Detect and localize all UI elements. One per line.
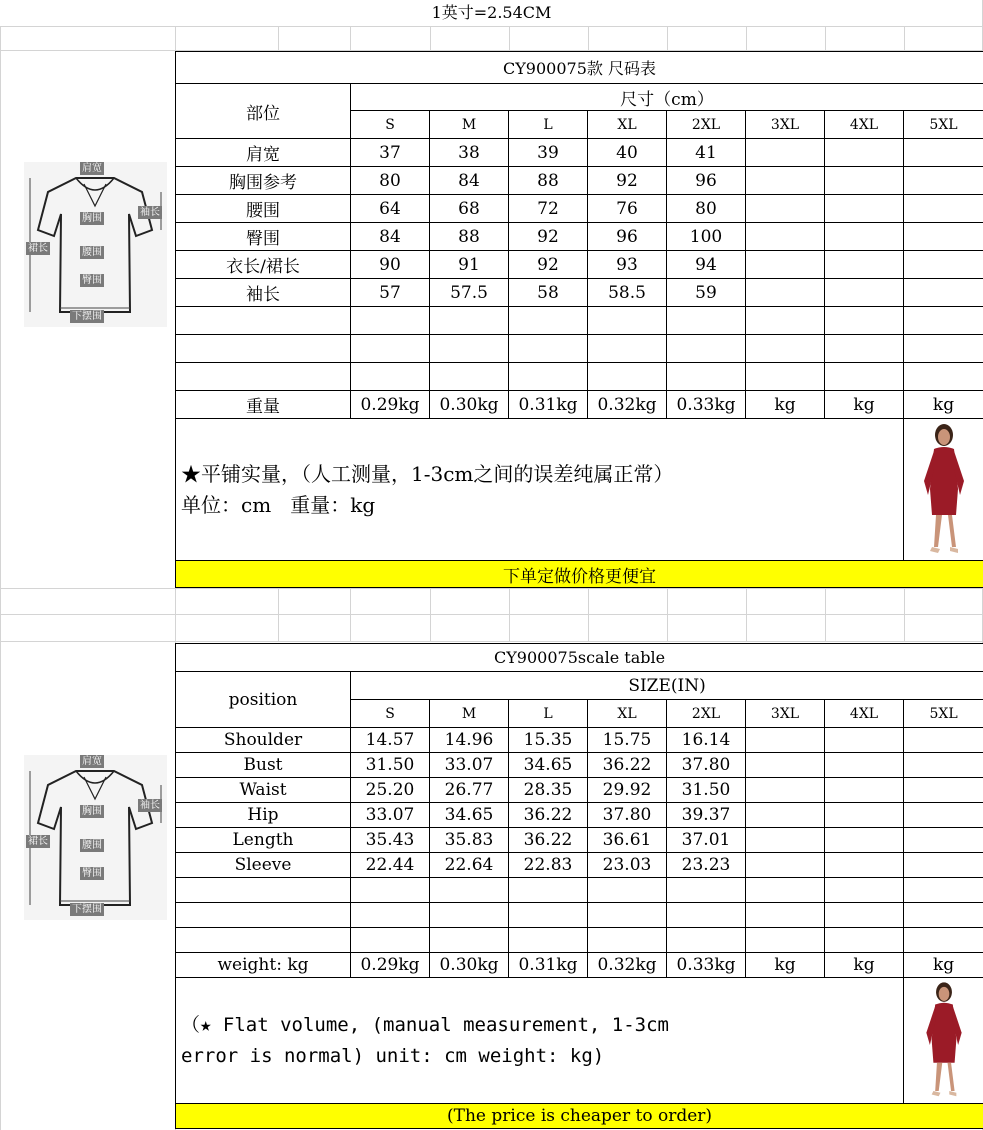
table-row — [176, 778, 983, 803]
weight-cell: 0.32kg — [588, 953, 667, 978]
row-label: Sleeve — [176, 853, 351, 878]
table-cell — [351, 878, 430, 903]
table-cell — [825, 803, 904, 828]
table-cell — [351, 363, 430, 391]
table-cell — [746, 167, 825, 195]
table-cell: 88 — [509, 167, 588, 195]
table-row — [176, 753, 983, 778]
size-header-4xl: 4XL — [825, 700, 904, 728]
table-cell: 64 — [351, 195, 430, 223]
table-cell — [746, 251, 825, 279]
table-cell — [746, 928, 825, 953]
table-cell: 36.61 — [588, 828, 667, 853]
table-cell — [904, 195, 983, 223]
table-cell — [746, 828, 825, 853]
gridline — [509, 26, 510, 50]
table-cell — [509, 928, 588, 953]
table-cell: 31.50 — [351, 753, 430, 778]
table-cell: 37.01 — [667, 828, 746, 853]
table-cell — [904, 363, 983, 391]
gridline — [588, 588, 589, 641]
size-header-s: S — [351, 111, 430, 139]
size-header: 尺寸（cm） — [351, 84, 983, 111]
row-label: Waist — [176, 778, 351, 803]
table-row — [176, 853, 983, 878]
table-cell — [746, 335, 825, 363]
table-cell — [746, 878, 825, 903]
table-row — [176, 803, 983, 828]
table-cell — [430, 307, 509, 335]
gridline — [825, 588, 826, 641]
gridline — [825, 26, 826, 50]
diagram-label-chest: 胸围 — [82, 806, 102, 817]
table-cell: 39.37 — [667, 803, 746, 828]
table-cell: 80 — [351, 167, 430, 195]
table-cell: 33.07 — [430, 753, 509, 778]
table-cell — [746, 728, 825, 753]
size-header-3xl: 3XL — [746, 700, 825, 728]
table-cell — [746, 195, 825, 223]
table-cell: 37 — [351, 139, 430, 167]
diagram-label-hip: 臀围 — [82, 275, 102, 286]
table-cell: 35.43 — [351, 828, 430, 853]
size-header-s: S — [351, 700, 430, 728]
table-cell — [825, 363, 904, 391]
table-cell — [176, 928, 351, 953]
model-photo — [904, 978, 983, 1098]
gridline — [746, 588, 747, 641]
table-cell — [746, 279, 825, 307]
table-cell: 92 — [588, 167, 667, 195]
table-cell — [176, 307, 351, 335]
table-cell — [509, 335, 588, 363]
diagram-label-length: 裙长 — [28, 836, 48, 847]
product-photo-cell — [904, 419, 983, 561]
table-cell: 100 — [667, 223, 746, 251]
measurement-note — [176, 419, 904, 561]
model-photo — [904, 419, 983, 555]
table-cell — [825, 223, 904, 251]
empty-row — [176, 878, 983, 903]
table-cell — [904, 928, 983, 953]
row-label: 衣长/裙长 — [176, 251, 351, 279]
gridline — [0, 50, 1, 588]
table-cell — [904, 279, 983, 307]
gridline — [0, 641, 983, 642]
size-header-l: L — [509, 111, 588, 139]
table-cell — [904, 251, 983, 279]
table-cell — [746, 307, 825, 335]
size-header-m: M — [430, 700, 509, 728]
table-cell: 41 — [667, 139, 746, 167]
table-cell: 37.80 — [588, 803, 667, 828]
table-cell: 94 — [667, 251, 746, 279]
table-cell — [588, 363, 667, 391]
weight-cell: kg — [825, 953, 904, 978]
table-cell: 35.83 — [430, 828, 509, 853]
table-cell — [667, 928, 746, 953]
table-cell: 22.44 — [351, 853, 430, 878]
table-cell — [904, 828, 983, 853]
table-cell — [904, 878, 983, 903]
gridline — [430, 588, 431, 641]
diagram-label-hip: 臀围 — [82, 868, 102, 879]
table-cell — [825, 139, 904, 167]
measurement-note — [176, 978, 904, 1104]
empty-row — [176, 928, 983, 953]
table-cell: 14.96 — [430, 728, 509, 753]
table-cell — [904, 223, 983, 251]
size-header-2xl: 2XL — [667, 111, 746, 139]
table-cell: 92 — [509, 251, 588, 279]
table-cell: 72 — [509, 195, 588, 223]
size-header-m: M — [430, 111, 509, 139]
table-cell — [588, 878, 667, 903]
weight-cell: 0.30kg — [430, 391, 509, 419]
weight-cell: kg — [904, 391, 983, 419]
garment-diagram — [24, 162, 167, 327]
table-cell: 40 — [588, 139, 667, 167]
table-cell — [588, 307, 667, 335]
weight-cell: kg — [746, 391, 825, 419]
row-label: 臀围 — [176, 223, 351, 251]
gridline — [904, 588, 905, 641]
weight-cell: 0.30kg — [430, 953, 509, 978]
table-cell — [509, 903, 588, 928]
table-cell — [904, 778, 983, 803]
table-cell — [825, 853, 904, 878]
table-cell — [904, 803, 983, 828]
size-table-inch — [175, 643, 983, 1129]
table-cell: 22.83 — [509, 853, 588, 878]
table-cell — [351, 335, 430, 363]
table-cell — [176, 878, 351, 903]
table-cell: 16.14 — [667, 728, 746, 753]
size-header-2xl: 2XL — [667, 700, 746, 728]
table-cell — [904, 728, 983, 753]
table-row — [176, 251, 983, 279]
gridline — [350, 26, 351, 50]
gridline — [746, 26, 747, 50]
table-cell: 36.22 — [588, 753, 667, 778]
gridline — [509, 588, 510, 641]
table-cell: 36.22 — [509, 803, 588, 828]
table-cell — [904, 335, 983, 363]
table-cell: 92 — [509, 223, 588, 251]
table-cell: 14.57 — [351, 728, 430, 753]
table-cell — [667, 335, 746, 363]
empty-row — [176, 363, 983, 391]
part-header: position — [176, 672, 351, 728]
size-header-5xl: 5XL — [904, 700, 983, 728]
diagram-label-waist: 腰围 — [82, 840, 102, 851]
table-cell — [746, 139, 825, 167]
table-cell — [746, 778, 825, 803]
gridline — [175, 26, 176, 50]
table-cell — [904, 853, 983, 878]
note-line-2: 单位：cm 重量：kg — [181, 492, 376, 517]
table-row — [176, 223, 983, 251]
diagram-label-length: 裙长 — [28, 243, 48, 254]
table-cell: 29.92 — [588, 778, 667, 803]
part-header: 部位 — [176, 84, 351, 139]
table-cell: 28.35 — [509, 778, 588, 803]
diagram-label-waist: 腰围 — [82, 247, 102, 258]
note-line-1: （★ Flat volume, (manual measurement, 1-3cm — [181, 1013, 669, 1036]
diagram-label-sleeve: 袖长 — [140, 800, 160, 811]
table-cell — [904, 307, 983, 335]
gridline — [350, 588, 351, 641]
size-header-xl: XL — [588, 111, 667, 139]
table-cell — [351, 928, 430, 953]
table-cell: 96 — [588, 223, 667, 251]
table-cell: 68 — [430, 195, 509, 223]
weight-label: 重量 — [176, 391, 351, 419]
gridline — [0, 26, 1, 50]
empty-row — [176, 307, 983, 335]
size-header-4xl: 4XL — [825, 111, 904, 139]
gridline — [278, 26, 279, 50]
table-cell: 25.20 — [351, 778, 430, 803]
diagram-label-hem: 下摆围 — [72, 904, 102, 915]
table-cell — [176, 335, 351, 363]
size-header-5xl: 5XL — [904, 111, 983, 139]
table-cell — [746, 803, 825, 828]
table-cell — [176, 363, 351, 391]
table-cell — [825, 878, 904, 903]
table-cell — [588, 928, 667, 953]
weight-cell: kg — [825, 391, 904, 419]
table-cell: 88 — [430, 223, 509, 251]
gridline — [0, 614, 983, 615]
note-line-1: ★平铺实量，（人工测量，1-3cm之间的误差纯属正常） — [181, 461, 674, 486]
table-cell — [746, 363, 825, 391]
gridline — [904, 26, 905, 50]
table-cell — [825, 279, 904, 307]
gridline — [0, 641, 1, 1130]
row-label: 腰围 — [176, 195, 351, 223]
order-banner: (The price is cheaper to order) — [176, 1104, 983, 1129]
size-table-cm — [175, 51, 983, 588]
table-cell: 57 — [351, 279, 430, 307]
table-cell — [430, 928, 509, 953]
weight-cell: kg — [904, 953, 983, 978]
weight-cell: 0.29kg — [351, 391, 430, 419]
weight-cell: kg — [746, 953, 825, 978]
row-label: 胸围参考 — [176, 167, 351, 195]
table-cell: 90 — [351, 251, 430, 279]
table-cell — [509, 878, 588, 903]
table-cell: 58.5 — [588, 279, 667, 307]
table-cell: 36.22 — [509, 828, 588, 853]
order-banner: 下单定做价格更便宜 — [176, 561, 983, 588]
table-cell — [588, 335, 667, 363]
table-cell: 26.77 — [430, 778, 509, 803]
table-cell — [667, 363, 746, 391]
table-cell — [746, 223, 825, 251]
table-cell — [746, 853, 825, 878]
gridline — [278, 588, 279, 641]
table-cell — [825, 335, 904, 363]
gridline — [0, 588, 983, 589]
table-row — [176, 195, 983, 223]
table-row — [176, 139, 983, 167]
row-label: Hip — [176, 803, 351, 828]
weight-cell: 0.33kg — [667, 391, 746, 419]
size-header: SIZE(IN) — [351, 672, 983, 700]
weight-cell: 0.33kg — [667, 953, 746, 978]
row-label: Length — [176, 828, 351, 853]
size-header-l: L — [509, 700, 588, 728]
product-photo-cell — [904, 978, 983, 1104]
table-cell: 96 — [667, 167, 746, 195]
table-cell: 34.65 — [509, 753, 588, 778]
table-cell: 76 — [588, 195, 667, 223]
table-cell: 15.75 — [588, 728, 667, 753]
diagram-label-sleeve: 袖长 — [140, 207, 160, 218]
diagram-label-chest: 胸围 — [82, 213, 102, 224]
size-header-xl: XL — [588, 700, 667, 728]
gridline — [667, 588, 668, 641]
weight-cell: 0.32kg — [588, 391, 667, 419]
diagram-label-hem: 下摆围 — [72, 311, 102, 322]
note-line-2: error is normal) unit: cm weight: kg) — [181, 1044, 605, 1067]
weight-cell: 0.31kg — [509, 953, 588, 978]
table-cell: 23.23 — [667, 853, 746, 878]
conversion-note: 1英寸=2.54CM — [0, 0, 983, 27]
table-cell: 39 — [509, 139, 588, 167]
table-cell — [904, 167, 983, 195]
table-cell — [430, 878, 509, 903]
table-cell: 31.50 — [667, 778, 746, 803]
table-cell — [825, 778, 904, 803]
row-label: 肩宽 — [176, 139, 351, 167]
table-cell — [509, 363, 588, 391]
gridline — [430, 26, 431, 50]
diagram-label-shoulder: 肩宽 — [82, 756, 102, 767]
table-cell: 59 — [667, 279, 746, 307]
row-label: Bust — [176, 753, 351, 778]
table-cell — [825, 928, 904, 953]
empty-row — [176, 335, 983, 363]
table-cell — [825, 167, 904, 195]
table-row — [176, 728, 983, 753]
table-cell: 91 — [430, 251, 509, 279]
row-label: 袖长 — [176, 279, 351, 307]
weight-label: weight: kg — [176, 953, 351, 978]
garment-diagram-2 — [24, 755, 167, 920]
table-cell: 23.03 — [588, 853, 667, 878]
table-cell: 80 — [667, 195, 746, 223]
row-label: Shoulder — [176, 728, 351, 753]
gridline — [667, 26, 668, 50]
gridline — [588, 26, 589, 50]
table-cell: 15.35 — [509, 728, 588, 753]
weight-cell: 0.29kg — [351, 953, 430, 978]
table-cell — [825, 195, 904, 223]
gridline — [0, 588, 1, 641]
table-cell — [746, 903, 825, 928]
table-cell — [825, 753, 904, 778]
table-cell: 38 — [430, 139, 509, 167]
table-cell: 84 — [430, 167, 509, 195]
table-cell — [825, 828, 904, 853]
table-cell: 22.64 — [430, 853, 509, 878]
table-cell: 93 — [588, 251, 667, 279]
table-cell — [667, 903, 746, 928]
table-cell — [430, 903, 509, 928]
empty-row — [176, 903, 983, 928]
table-cell — [351, 307, 430, 335]
table-cell — [509, 307, 588, 335]
table-cell — [825, 903, 904, 928]
table-cell — [667, 878, 746, 903]
table-row — [176, 279, 983, 307]
table-cell — [430, 335, 509, 363]
table-cell — [667, 307, 746, 335]
table-cell — [588, 903, 667, 928]
table-cell: 84 — [351, 223, 430, 251]
table-cell — [904, 903, 983, 928]
table-cell — [825, 728, 904, 753]
table-cell — [351, 903, 430, 928]
table-title: CY900075scale table — [176, 644, 983, 672]
table-cell: 33.07 — [351, 803, 430, 828]
table-row — [176, 828, 983, 853]
table-cell — [430, 363, 509, 391]
table-cell — [904, 139, 983, 167]
table-cell: 58 — [509, 279, 588, 307]
table-cell — [176, 903, 351, 928]
table-row — [176, 167, 983, 195]
weight-cell: 0.31kg — [509, 391, 588, 419]
table-cell: 57.5 — [430, 279, 509, 307]
table-title: CY900075款 尺码表 — [176, 52, 983, 84]
table-cell: 37.80 — [667, 753, 746, 778]
table-cell: 34.65 — [430, 803, 509, 828]
diagram-label-shoulder: 肩宽 — [82, 163, 102, 174]
table-cell — [825, 251, 904, 279]
table-cell — [746, 753, 825, 778]
table-cell — [825, 307, 904, 335]
table-cell — [904, 753, 983, 778]
size-header-3xl: 3XL — [746, 111, 825, 139]
